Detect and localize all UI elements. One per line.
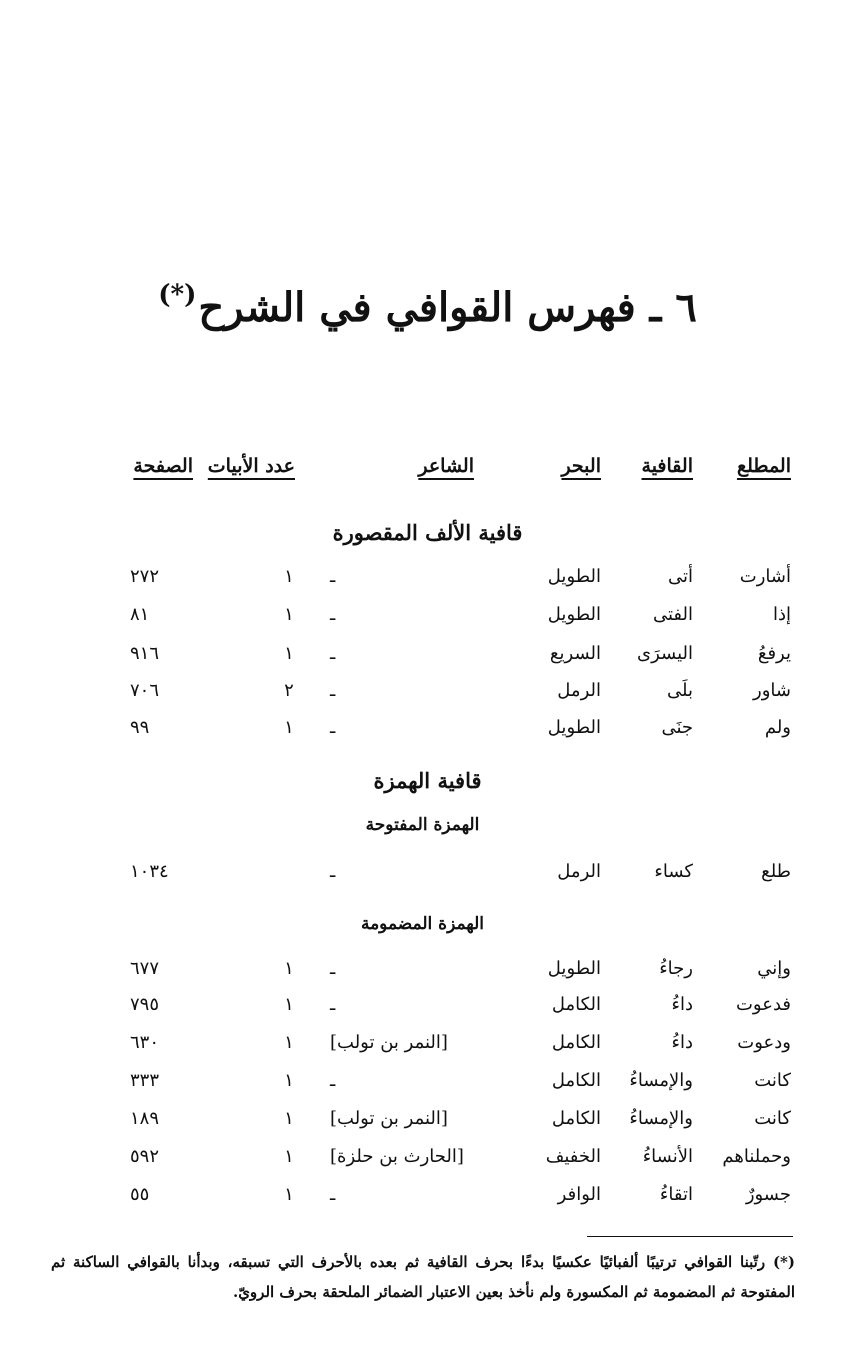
cell-page: ٧٩٥ (130, 994, 160, 1015)
cell-page: ٧٠٦ (130, 680, 160, 701)
cell-count: ١ (284, 1184, 294, 1205)
cell-matla: يرفعُ (757, 643, 791, 664)
cell-poet: ـ (330, 1070, 336, 1091)
footnote-text: رتّبنا القوافي ترتيبًا ألفبائيًا عكسيًا بدءًا بحرف القافية ثم بعده بالأحرف التي تسبقه، وبدأنا بالقوافي الساكنة ثم المفتوحة ثم المضمومة ثم المكسورة ولم نأخذ بعين الاعتبار الضمائر الملحقة بحرف الرويّ. (51, 1253, 795, 1301)
cell-poet: ـ (330, 994, 336, 1015)
cell-poet: ـ (330, 958, 336, 979)
footnote-mark: (*) (772, 1253, 795, 1271)
header-count: عدد الأبيات (207, 455, 295, 477)
cell-page: ١٨٩ (130, 1108, 160, 1129)
cell-bahr: الكامل (551, 1070, 601, 1091)
table-row (0, 861, 855, 891)
footnote (51, 1247, 795, 1307)
header-qafia: القافية (641, 455, 693, 477)
cell-matla: طلع (761, 861, 791, 882)
cell-qafia: اتقاءُ (659, 1184, 693, 1205)
cell-matla: ولم (764, 717, 791, 738)
cell-poet: ـ (330, 861, 336, 882)
cell-bahr: الطويل (547, 717, 601, 738)
cell-page: ٥٥ (130, 1184, 150, 1205)
cell-count: ١ (284, 566, 294, 587)
table-row (0, 566, 855, 596)
subsection-title-madmuma: الهمزة المضمومة (360, 914, 485, 934)
cell-matla: كانت (754, 1070, 791, 1091)
cell-poet: ـ (330, 680, 336, 701)
cell-matla: أشارت (739, 566, 791, 587)
cell-matla: جسورٌ (745, 1184, 791, 1205)
cell-bahr: الطويل (547, 604, 601, 625)
cell-page: ٨١ (130, 604, 150, 625)
cell-matla: شاور (753, 680, 791, 701)
cell-page: ٦٧٧ (130, 958, 160, 979)
cell-poet: ـ (330, 566, 336, 587)
cell-bahr: الوافر (557, 1184, 601, 1205)
table-row (0, 1146, 855, 1176)
header-matla: المطلع (736, 455, 791, 477)
table-row (0, 1108, 855, 1138)
cell-count: ١ (284, 1146, 294, 1167)
cell-bahr: الكامل (551, 1032, 601, 1053)
cell-page: ٣٣٣ (130, 1070, 160, 1091)
cell-poet: [النمر بن تولب] (330, 1108, 448, 1129)
cell-qafia: بلَى (667, 680, 693, 701)
subsection-title-maftuha: الهمزة المفتوحة (365, 815, 480, 835)
cell-bahr: الرمل (557, 680, 601, 701)
cell-qafia: داءُ (671, 994, 693, 1015)
cell-matla: إذا (772, 604, 791, 625)
cell-matla: كانت (754, 1108, 791, 1129)
cell-count: ١ (284, 1032, 294, 1053)
cell-page: ٩٩ (130, 717, 150, 738)
header-page: الصفحة (133, 455, 193, 477)
cell-poet: ـ (330, 1184, 336, 1205)
cell-bahr: الطويل (547, 566, 601, 587)
title-footnote-mark: (*) (158, 280, 197, 310)
cell-qafia: كساء (654, 861, 693, 882)
footnote-divider (587, 1236, 793, 1237)
table-row (0, 717, 855, 747)
section-title-hamza: قافية الهمزة (373, 768, 482, 793)
cell-page: ٥٩٢ (130, 1146, 160, 1167)
cell-count: ٢ (284, 680, 294, 701)
header-bahr: البحر (561, 455, 601, 477)
table-row (0, 604, 855, 634)
cell-count: ١ (284, 1070, 294, 1091)
cell-page: ٩١٦ (130, 643, 160, 664)
cell-bahr: الكامل (551, 1108, 601, 1129)
cell-matla: ودعوت (737, 1032, 791, 1053)
cell-matla: وحملناهم (722, 1146, 791, 1167)
table-row (0, 1032, 855, 1062)
cell-bahr: الكامل (551, 994, 601, 1015)
table-row (0, 958, 855, 988)
cell-qafia: داءُ (671, 1032, 693, 1053)
cell-qafia: والإمساءُ (629, 1108, 693, 1129)
cell-qafia: اليسرَى (637, 643, 693, 664)
cell-page: ١٠٣٤ (130, 861, 169, 882)
cell-poet: ـ (330, 604, 336, 625)
header-poet: الشاعر (418, 455, 474, 477)
cell-bahr: السريع (549, 643, 601, 664)
cell-qafia: أتى (667, 566, 693, 587)
cell-matla: وإني (757, 958, 791, 979)
cell-poet: [الحارث بن حلزة] (330, 1146, 464, 1167)
table-row (0, 994, 855, 1024)
page-title-text: ٦ ـ فهرس القوافي في الشرح (198, 284, 697, 331)
cell-count: ١ (284, 717, 294, 738)
cell-count: ١ (284, 1108, 294, 1129)
cell-poet: ـ (330, 643, 336, 664)
cell-bahr: الخفيف (545, 1146, 601, 1167)
cell-page: ٦٣٠ (130, 1032, 160, 1053)
cell-qafia: جنَى (661, 717, 693, 738)
cell-count: ١ (284, 643, 294, 664)
table-row (0, 1184, 855, 1214)
cell-qafia: الفتى (652, 604, 693, 625)
cell-count: ١ (284, 994, 294, 1015)
cell-page: ٢٧٢ (130, 566, 160, 587)
cell-matla: فدعوت (735, 994, 791, 1015)
section-title-alif: قافية الألف المقصورة (332, 520, 523, 545)
cell-count: ١ (284, 604, 294, 625)
cell-qafia: والإمساءُ (629, 1070, 693, 1091)
cell-poet: ـ (330, 717, 336, 738)
cell-poet: [النمر بن تولب] (330, 1032, 448, 1053)
cell-bahr: الرمل (557, 861, 601, 882)
cell-bahr: الطويل (547, 958, 601, 979)
cell-count: ١ (284, 958, 294, 979)
table-row (0, 1070, 855, 1100)
cell-qafia: الأنساءُ (642, 1146, 693, 1167)
page-title (0, 280, 855, 331)
table-row (0, 643, 855, 673)
table-row (0, 680, 855, 710)
cell-qafia: رجاءُ (659, 958, 693, 979)
